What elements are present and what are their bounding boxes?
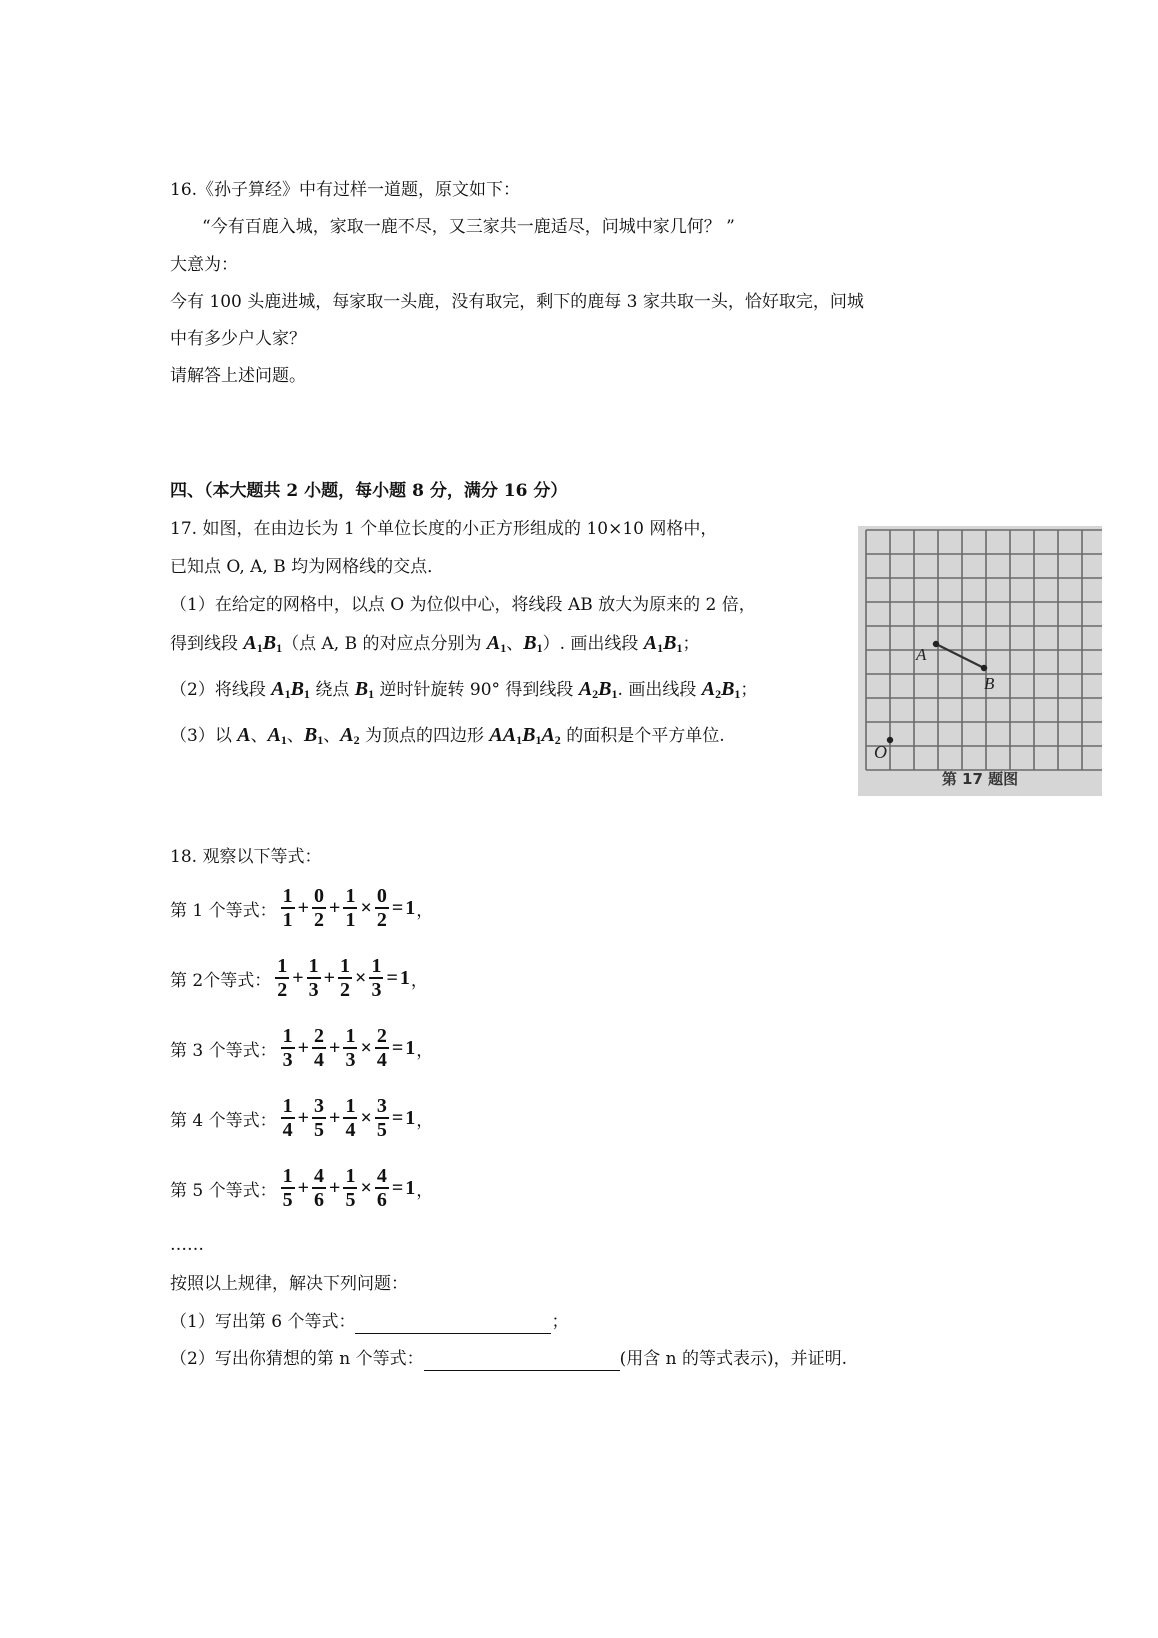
equation-rhs: 1 [405,1106,416,1129]
equation-end: ， [416,1110,434,1131]
text: 为顶点的四边形 [359,726,490,746]
denominator: 1 [282,909,293,931]
equals-sign: = [391,1036,404,1059]
denominator: 3 [371,979,382,1001]
numerator: 3 [314,1095,325,1117]
fraction [343,885,357,931]
equals-sign: = [391,1176,404,1199]
numerator: 1 [282,1165,293,1187]
fraction [375,1025,389,1071]
times-sign: × [360,1036,372,1059]
q16-line3: 请解答上述问题。 [170,366,306,386]
q17-line2: 已知点 O, A, B 均为网格线的交点． [170,557,445,577]
numerator: 1 [371,955,382,977]
times-sign: × [360,1176,372,1199]
math-A2B1: $A_2B_1$ [578,678,618,701]
equation-row [170,1165,435,1211]
fraction [343,1025,357,1071]
numerator: 0 [376,885,387,907]
math-A2: $A_2$ [340,724,360,747]
text: ； [682,634,700,654]
q16-meaning-label: 大意为： [170,255,238,275]
fraction [281,1025,295,1071]
equation-rhs: 1 [399,966,410,989]
section4-heading: 四、（本大题共 2 小题，每小题 8 分，满分 16 分） [170,481,568,501]
numerator: 1 [340,955,351,977]
math-A1B1: $A_1B_1$ [643,632,683,655]
equation-row [170,955,430,1001]
denominator: 2 [376,909,387,931]
math-B1: $B_1$ [354,678,375,701]
fraction [343,1165,357,1211]
equation-label: 第 3 个等式： [170,1040,277,1061]
grid-figure [858,526,1102,796]
point-O [887,737,893,743]
figure-background [858,526,1102,796]
fraction [275,955,289,1001]
numerator: 1 [308,955,319,977]
denominator: 2 [340,979,351,1001]
denominator: 2 [314,909,325,931]
equation-rhs: 1 [405,1176,416,1199]
plus-sign: + [297,1176,310,1199]
equation-label: 第 2个等式： [170,970,272,991]
math-A1: $A_1$ [267,724,287,747]
equation-label: 第 4 个等式： [170,1110,277,1131]
text: 、 [506,634,524,654]
fraction [312,1095,326,1141]
q16-title: 16.《孙子算经》中有过样一道题，原文如下： [170,180,521,200]
q17-part1-line2 [170,631,699,660]
math-A: A [237,724,251,746]
equation-row [170,885,435,931]
denominator: 1 [345,909,356,931]
equation-row [170,1025,435,1071]
q17-part3 [170,723,725,752]
text: 得到线段 [170,634,244,654]
math-A1B1: $A_1B_1$ [271,678,310,701]
text: ）. 画出线段 [542,634,644,654]
numerator: 1 [282,1095,293,1117]
equation-rhs: 1 [405,896,416,919]
denominator: 3 [345,1049,356,1071]
fraction [369,955,383,1001]
label-B: B [984,674,995,693]
equals-sign: = [386,966,398,989]
numerator: 2 [314,1025,325,1047]
text: 、 [250,726,268,746]
plus-sign: + [297,1036,310,1059]
plus-sign: + [297,1106,310,1129]
numerator: 1 [345,1025,356,1047]
fraction [312,1165,326,1211]
q17-part1-line1: （1）在给定的网格中，以点 O 为位似中心，将线段 AB 放大为原来的 2 倍， [170,595,756,615]
times-sign: × [360,896,372,919]
times-sign: × [360,1106,372,1129]
numerator: 0 [314,885,325,907]
equation-end: ， [416,900,434,921]
numerator: 2 [376,1025,387,1047]
math-B1: $B_1$ [523,632,543,655]
q18-part2 [170,1347,847,1371]
denominator: 5 [282,1189,293,1211]
text: （3）以 [170,726,238,746]
plus-sign: + [297,896,310,919]
denominator: 3 [308,979,319,1001]
denominator: 5 [314,1119,325,1141]
equation-end: ， [410,970,428,991]
fraction [375,1165,389,1211]
q18-ellipsis: …… [170,1235,204,1255]
point-B [981,665,987,671]
fraction [281,1165,295,1211]
answer-blank-2[interactable] [424,1350,620,1371]
q18-part1 [170,1310,568,1334]
text: （2）写出你猜想的第 n 个等式： [170,1349,424,1369]
denominator: 4 [314,1049,325,1071]
math-AA1B1A2: $AA_1B_1A_2$ [489,724,561,747]
math-A1B1: $A_1B_1$ [243,632,283,655]
math-A1: $A_1$ [486,632,507,655]
fraction [281,1095,295,1141]
q16-line2: 中有多少户人家？ [170,329,306,349]
plus-sign: + [292,966,304,989]
text: . 画出线段 [617,680,702,700]
equation-label: 第 1 个等式： [170,900,277,921]
fraction [312,885,326,931]
text: （1）写出第 6 个等式： [170,1312,356,1332]
equation-end: ， [416,1180,434,1201]
text: ； [551,1312,569,1332]
text: 逆时针旋转 90° 得到线段 [374,680,579,700]
text: 、 [286,726,304,746]
plus-sign: + [329,1036,341,1059]
fraction [281,885,295,931]
q16-quote: “今有百鹿入城，家取一鹿不尽，又三家共一鹿适尽，问城中家几何？ ” [202,217,735,237]
denominator: 4 [345,1119,356,1141]
plus-sign: + [329,896,341,919]
fraction [375,885,389,931]
denominator: 4 [376,1049,387,1071]
math-A2B1: $A_2B_1$ [701,678,741,701]
answer-blank-1[interactable] [355,1313,551,1334]
fraction [312,1025,326,1071]
text: (用含 n 的等式表示)，并证明. [619,1349,848,1369]
q17-figure [858,526,1102,796]
fraction [343,1095,357,1141]
math-B1: $B_1$ [303,724,324,747]
fraction [307,955,321,1001]
label-A: A [916,645,927,664]
denominator: 5 [376,1119,387,1141]
q17-line1: 17. 如图，在由边长为 1 个单位长度的小正方形组成的 10×10 网格中， [170,519,718,539]
denominator: 3 [282,1049,293,1071]
equation-label: 第 5 个等式： [170,1180,277,1201]
times-sign: × [355,966,367,989]
plus-sign: + [329,1176,341,1199]
equation-rhs: 1 [405,1036,416,1059]
numerator: 3 [376,1095,387,1117]
denominator: 6 [376,1189,387,1211]
q16-line1: 今有 100 头鹿进城，每家取一头鹿，没有取完，剩下的鹿每 3 家共取一头，恰好取完，问城 [170,292,864,312]
text: 的面积是个平方单位. [560,726,725,746]
plus-sign: + [329,1106,341,1129]
equals-sign: = [391,896,404,919]
q18-title: 18. 观察以下等式： [170,847,322,867]
numerator: 1 [282,885,293,907]
numerator: 1 [345,1095,356,1117]
text: ； [740,680,758,700]
numerator: 1 [345,1165,356,1187]
equals-sign: = [391,1106,404,1129]
text: 、 [323,726,341,746]
fraction [375,1095,389,1141]
text: （点 A, B 的对应点分别为 [282,634,487,654]
label-O: O [874,742,887,762]
q17-part2 [170,677,757,706]
fraction [338,955,352,1001]
denominator: 2 [277,979,288,1001]
figure-caption: 第 17 题图 [941,770,1019,788]
numerator: 1 [277,955,288,977]
text: 绕点 [309,680,355,700]
plus-sign: + [323,966,336,989]
numerator: 1 [345,885,356,907]
text: （2）将线段 [170,680,272,700]
numerator: 1 [282,1025,293,1047]
equation-row [170,1095,435,1141]
numerator: 4 [376,1165,387,1187]
denominator: 6 [314,1189,325,1211]
q18-instruction: 按照以上规律，解决下列问题： [170,1274,408,1294]
point-A [933,641,939,647]
equation-end: ， [416,1040,434,1061]
denominator: 4 [282,1119,293,1141]
denominator: 5 [345,1189,356,1211]
numerator: 4 [314,1165,325,1187]
